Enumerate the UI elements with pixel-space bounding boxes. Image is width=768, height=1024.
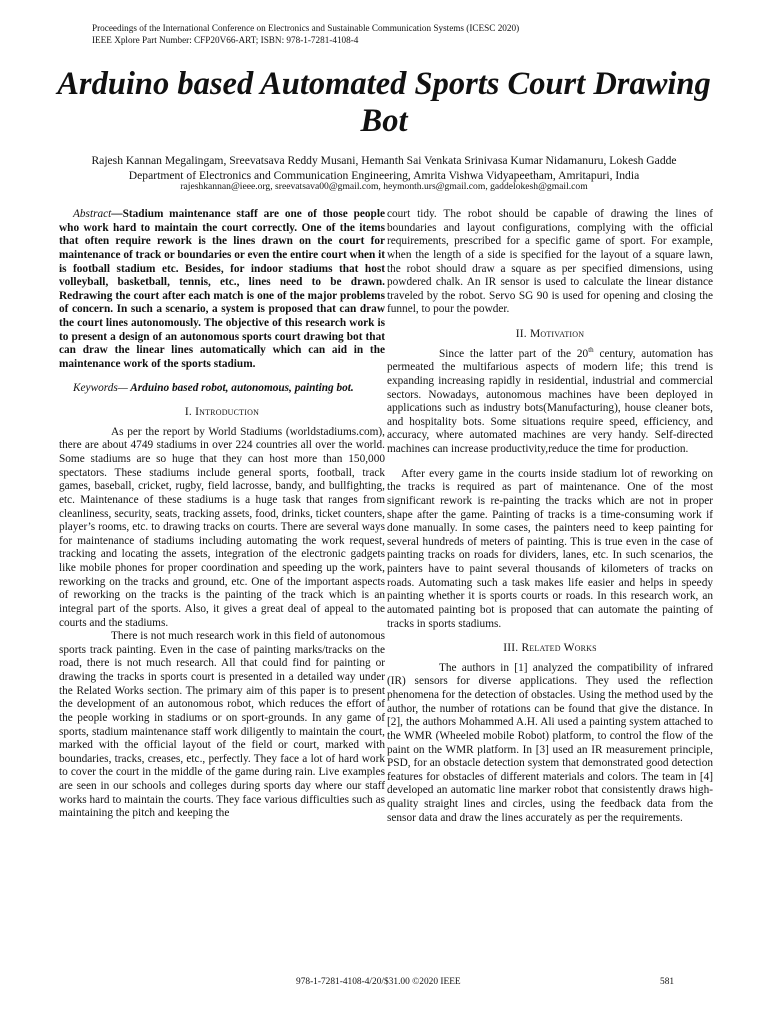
related-works-paragraph-1: The authors in [1] analyzed the compatibility of infrared (IR) sensors for diverse applications. They used the reflection phenomena for the detection of obstacles. Using the method used by the author, the number of rotations can be found that give the distance. In [2], the authors Mohammed A.H. Ali used a painting system attached to the WMR (Wheeled mobile Robot) platform, to control the flow of the paint on the WMR platform. In [3] used an IR measurement principle, PSD, for an obstacle detection system that demonstrated good detection features for obstacles of different materials and colors. The team in [4] developed an automatic line marker robot that consistently draws high-quality straight lines and circles, using the feedback data from the sensor data and draw the lines accurately as per the requirements. <box>387 661 713 824</box>
copyright-line: 978-1-7281-4108-4/20/$31.00 ©2020 IEEE <box>296 977 461 987</box>
superscript-th: th <box>588 345 594 354</box>
abstract-text: —Stadium maintenance staff are one of those people who work hard to maintain the court correctly. One of the items that often require rework is the lines drawn on the court for maintenance of track or boundaries or even the entire court when it is football stadium etc. Besides, for indoor stadiums that host volleyball, basketball, tennis, etc., lines need to be drawn. Redrawing the court after each match is one of the major problems of concern. In such a scenario, a system is proposed that can draw the court lines autonomously. The objective of this research work is to present a design of an autonomous sports court drawing bot that can draw the linear lines automatically which can aid in the maintenance work of the sports stadium. <box>59 208 386 370</box>
header-line-2: IEEE Xplore Part Number: CFP20V66-ART; ISBN: 978-1-7281-4108-4 <box>92 35 359 45</box>
abstract-lead: Abstract <box>73 208 112 220</box>
header-line-1: Proceedings of the International Conference on Electronics and Sustainable Communication Systems (ICESC 2020) <box>92 23 520 33</box>
intro-paragraph-2: There is not much research work in this field of autonomous sports track painting. Even in the case of painting marks/tracks on the road, there is not much research. All that could find for painting or drawing the tracks in sports court is presented in a detailed way under the Related Works section. The primary aim of this paper is to present the development of an autonomous robot, which reduces the effort of the people working in stadiums or on sport-grounds. In any game of sports, stadium maintenance staff work diligently to maintain the court, marked with the official layout of the field or court, marked with boundaries, tracks, creases, etc., perfectly. They face a lot of hard work to cover the court in the middle of the game during rain. Live examples are seen in our schools and colleges during sports day where our staff works hard to maintain the courts. They face various difficulties such as maintaining the pitch and keeping the <box>59 630 385 820</box>
motivation-p1-start: Since the latter part of the 20 <box>439 347 589 360</box>
right-column <box>387 208 713 825</box>
motivation-paragraph-1 <box>387 345 713 457</box>
left-column <box>59 208 385 821</box>
abstract <box>59 208 385 372</box>
keywords-lead: Keywords— <box>73 381 128 394</box>
page-number: 581 <box>660 977 675 987</box>
keywords-text: Arduino based robot, autonomous, painting bot. <box>127 381 354 394</box>
keywords <box>59 382 385 396</box>
motivation-p1-rest: century, automation has permeated the multifarious aspects of modern life; this trend is expanding increasing rapidly in residential, industrial and commercial sectors. Nowadays, autonomous machines have been deployed in applications such as industry bots(Manufacturing), house cleaner bots, and hospitality bots. Some situations require speed, efficiency, and accuracy, where automated machines are very handy. Self-directed machines can increase productivity,reduce the time for production. <box>387 347 713 455</box>
section-heading-introduction: I. Introduction <box>184 406 260 419</box>
paper-title: Arduino based Automated Sports Court Drawing Bot <box>57 66 711 139</box>
intro-paragraph-1: As per the report by World Stadiums (worldstadiums.com), there are about 4749 stadiums in over 224 countries all over the world. Some stadiums are so huge that they can host more than 150,000 spectators. These stadiums include general sports, football, track games, baseball, cricket, rugby, field lacrosse, bandy, and bullfighting, etc. Maintenance of these stadiums is a huge task that ranges from cleanliness, security, seats, tracking assets, food, drinks, ticket counters, player’s rooms, etc. to drawing tracks on courts. There are several ways for maintenance of stadiums including automating the work request, tracking and locating the assets, integration of the electronic gadgets like mobile phones for proper coordination and speeding up the work, reworking on the tracks and ground, etc. One of the important aspects of reworking on the tracks is the painting of the track which is an integral part of the sports. Also, it gives a great deal of appeal to the courts and the stadiums. <box>59 425 385 629</box>
conference-header <box>92 22 519 46</box>
author-emails: rajeshkannan@ieee.org, sreevatsava00@gmail.com, heymonth.urs@gmail.com, gaddelokesh@gmail.com <box>180 181 588 192</box>
section-heading-motivation: II. Motivation <box>515 328 585 340</box>
intro-paragraph-3: court tidy. The robot should be capable of drawing the lines of boundaries and layout configurations, complying with the official requirements, prescribed for a specific game of sport. For example, when the length of a side is specified for the layout of a square lawn, the robot should draw a square as per specified dimensions, using powdered chalk. An IR sensor is used to calculate the linear distance traveled by the robot. Servo SG 90 is used for opening and closing the funnel, to pour the powder. <box>387 208 713 316</box>
motivation-paragraph-2: After every game in the courts inside stadium lot of reworking on the tracks is required as part of maintenance. One of the most significant rework is re-painting the tracks which are not in proper shape after the game. Painting of tracks is a time-consuming work if done manually. In some cases, the painters need to keep painting for several hundreds of meters of painting. This is true even in the case of painting tracks on roads for dividers, lanes, etc. In such scenarios, the painters have to paint several thousands of kilometers of tracks on roads. Automating such a task makes life easier and helps in speedy painting whether it is sports courts or roads. In this research work, an automated painting bot is proposed that can automate the painting of tracks in sports stadiums. <box>387 467 713 630</box>
author-affiliation: Department of Electronics and Communication Engineering, Amrita Vishwa Vidyapeetham, Amritapuri, India <box>128 169 640 182</box>
author-block <box>40 153 728 183</box>
author-names: Rajesh Kannan Megalingam, Sreevatsava Reddy Musani, Hemanth Sai Venkata Srinivasa Kumar Nidamanuru, Lokesh Gadde <box>91 154 677 167</box>
section-heading-related-works: III. Related Works <box>503 642 597 655</box>
